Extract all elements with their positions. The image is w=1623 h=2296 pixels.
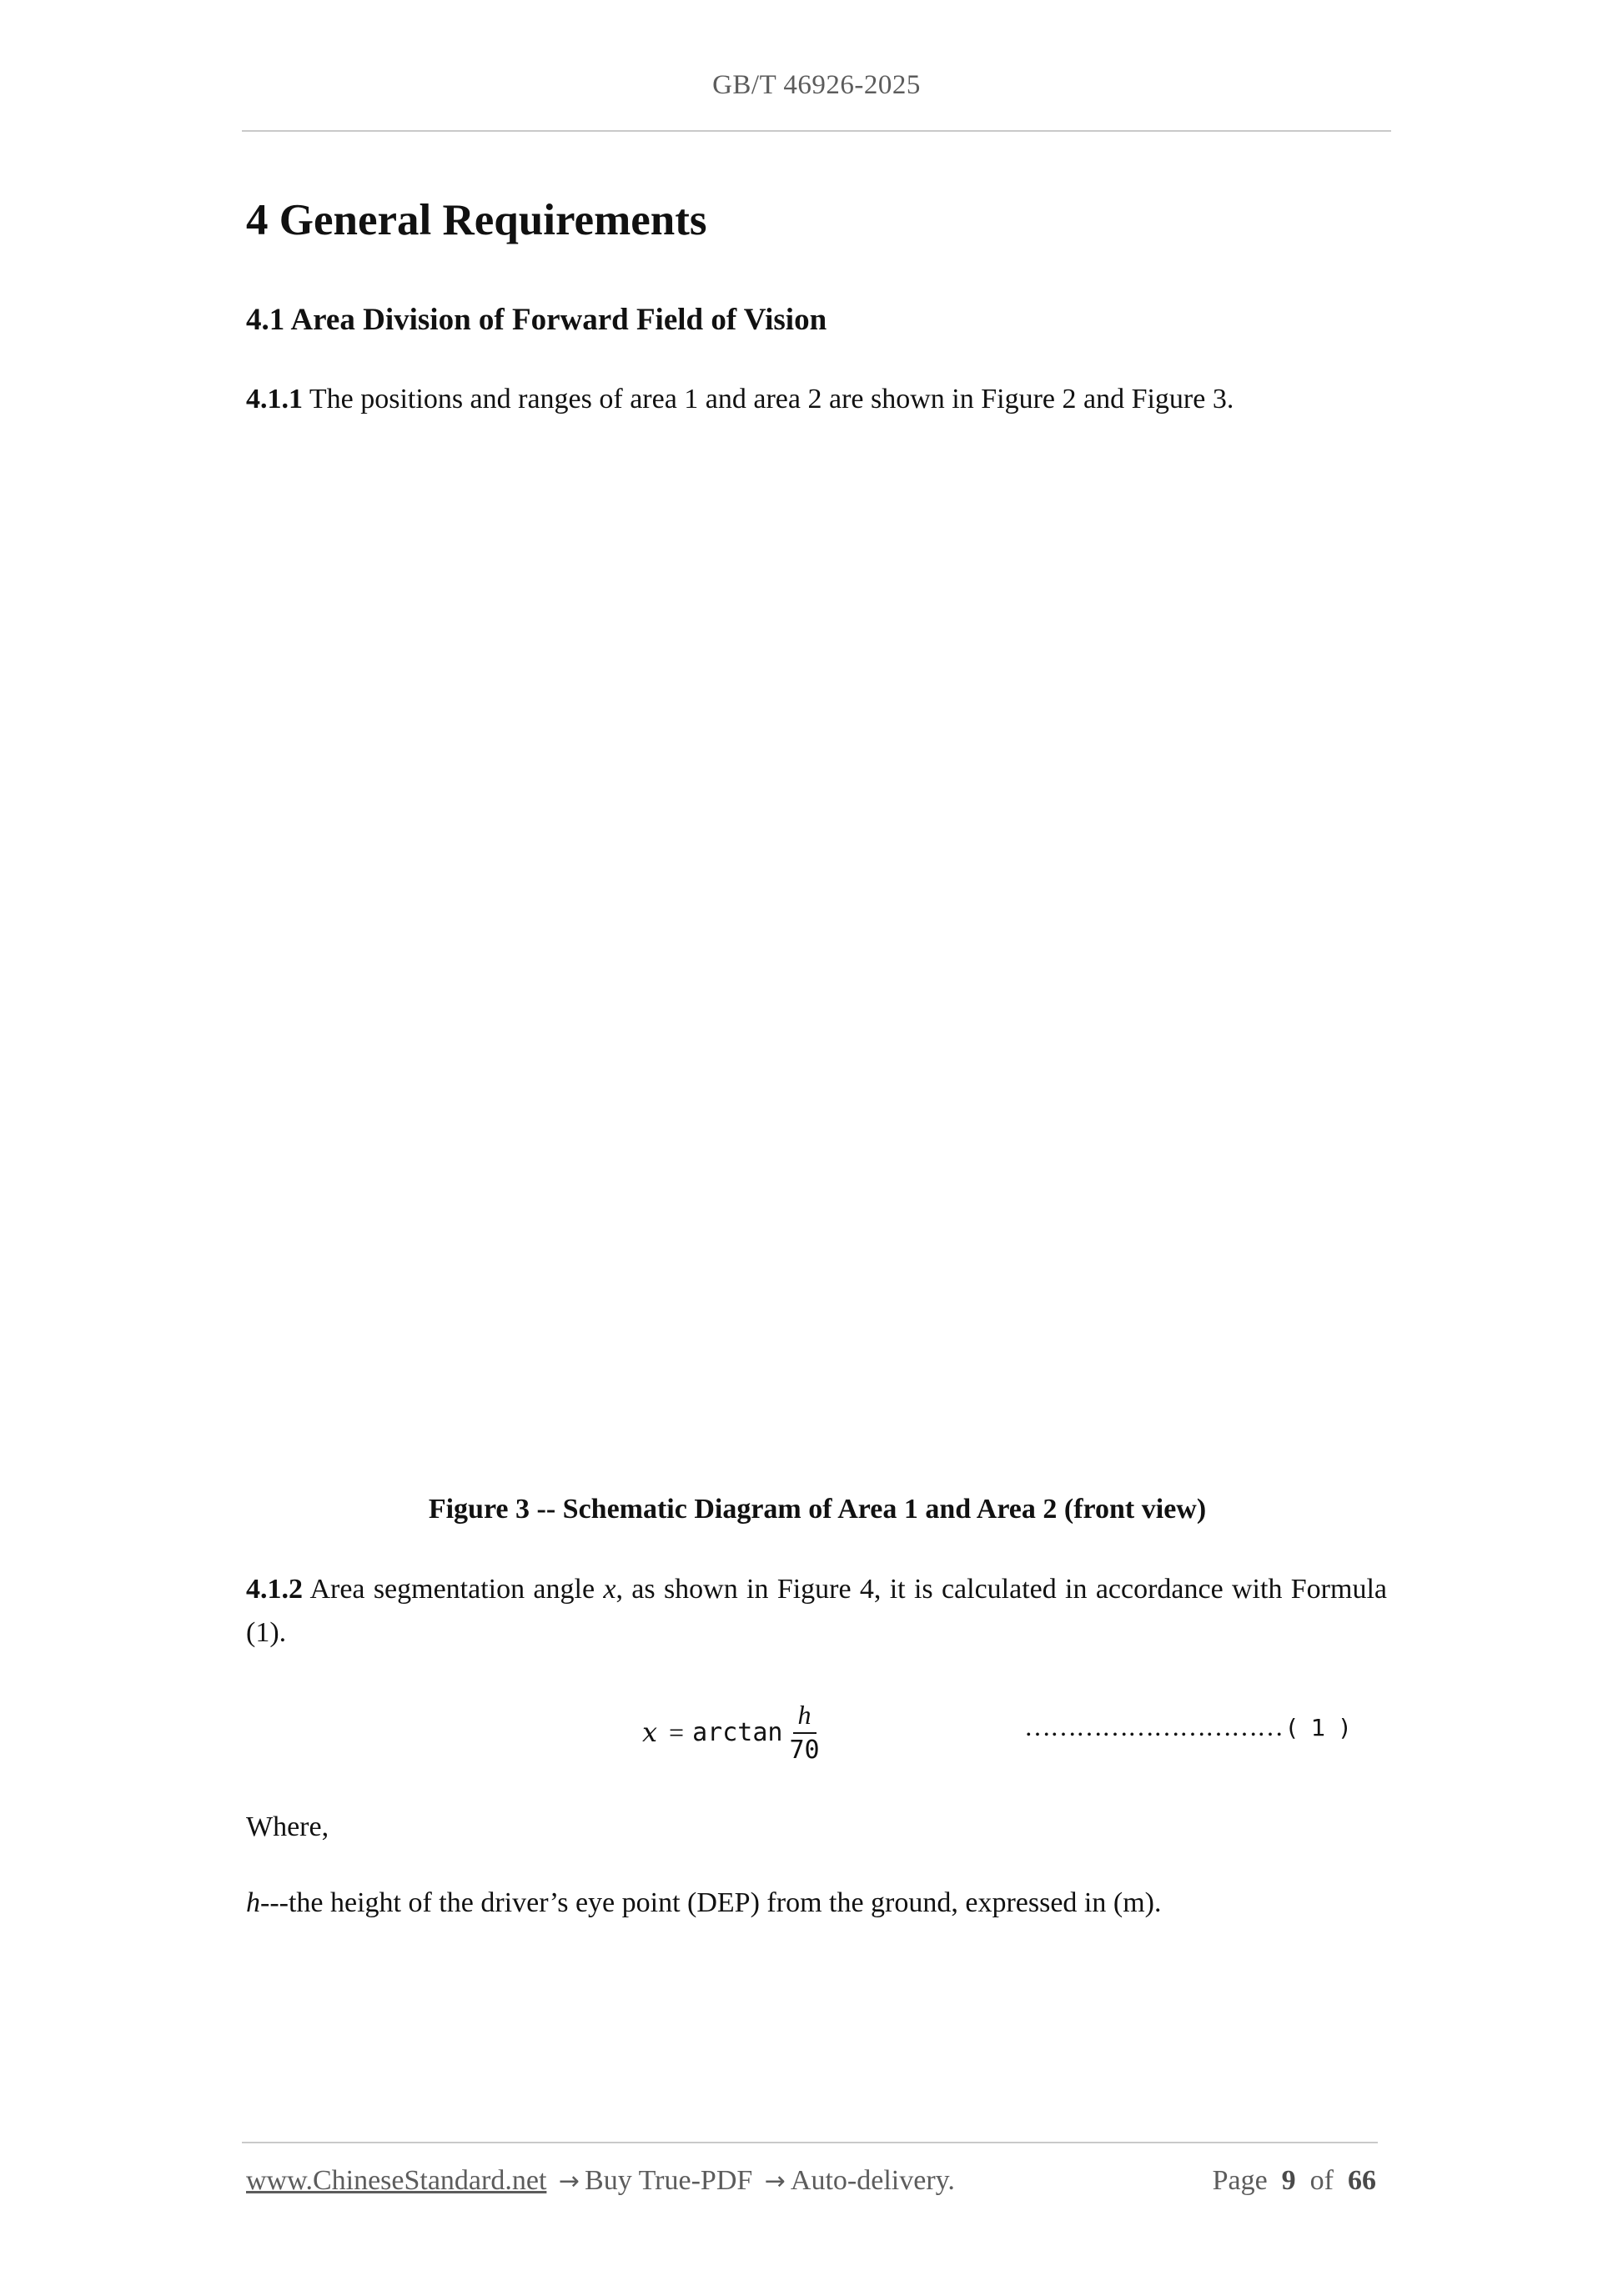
page-counter bbox=[1201, 2165, 1376, 2197]
clause-number: 4.1.1 bbox=[246, 384, 303, 414]
formula-number-line bbox=[1024, 1711, 1352, 1742]
where-label: Where, bbox=[246, 1811, 329, 1842]
section-heading: 4 General Requirements bbox=[246, 196, 707, 244]
page-word: Page bbox=[1212, 2165, 1268, 2196]
formula-1 bbox=[642, 1695, 820, 1770]
figure-caption: Figure 3 -- Schematic Diagram of Area 1 and Area 2 (front view) bbox=[428, 1494, 1207, 1525]
clause-4-1-2 bbox=[246, 1568, 1387, 1655]
footer-divider bbox=[242, 2142, 1378, 2143]
footer-promo bbox=[246, 2165, 955, 2197]
variable-x: x bbox=[603, 1574, 616, 1605]
page-total: 66 bbox=[1348, 2165, 1376, 2196]
clause-4-1-1 bbox=[246, 378, 1389, 421]
promo-step-1: Buy True-PDF bbox=[585, 2165, 753, 2196]
clause-text-part-2: , as shown in Figure 4, it is calculated in accordance with Formula (1). bbox=[246, 1574, 1387, 1648]
header-divider bbox=[242, 130, 1391, 132]
formula-function: arctan bbox=[692, 1717, 783, 1747]
formula-equals: = bbox=[669, 1716, 685, 1747]
formula-leader-dots: ………………………… bbox=[1024, 1711, 1283, 1741]
fraction-numerator: h bbox=[793, 1701, 817, 1734]
clause-text: The positions and ranges of area 1 and area 2 are shown in Figure 2 and Figure 3. bbox=[303, 384, 1234, 414]
arrow-right-icon: → bbox=[558, 2167, 580, 2196]
formula-number: ( 1 ) bbox=[1288, 1714, 1353, 1741]
fraction-denominator: 70 bbox=[789, 1736, 820, 1765]
clause-text-part-1: Area segmentation angle bbox=[303, 1574, 604, 1605]
page-current: 9 bbox=[1281, 2165, 1296, 2196]
definition-text: ---the height of the driver’s eye point (DEP) from the ground, expressed in (m). bbox=[260, 1887, 1162, 1918]
arrow-right-icon: → bbox=[764, 2167, 786, 2196]
promo-step-2: Auto-delivery. bbox=[790, 2165, 955, 2196]
formula-fraction bbox=[789, 1701, 819, 1763]
formula-lhs: x bbox=[642, 1716, 658, 1748]
running-header: GB/T 46926-2025 bbox=[712, 70, 921, 100]
symbol-definition bbox=[246, 1882, 1161, 1925]
page-of: of bbox=[1309, 2165, 1334, 2196]
site-link[interactable]: www.ChineseStandard.net bbox=[246, 2165, 547, 2196]
subsection-heading: 4.1 Area Division of Forward Field of Vision bbox=[246, 303, 827, 337]
definition-symbol: h bbox=[246, 1887, 260, 1918]
figure-3-blank-area bbox=[246, 442, 1389, 1476]
clause-number: 4.1.2 bbox=[246, 1574, 303, 1605]
